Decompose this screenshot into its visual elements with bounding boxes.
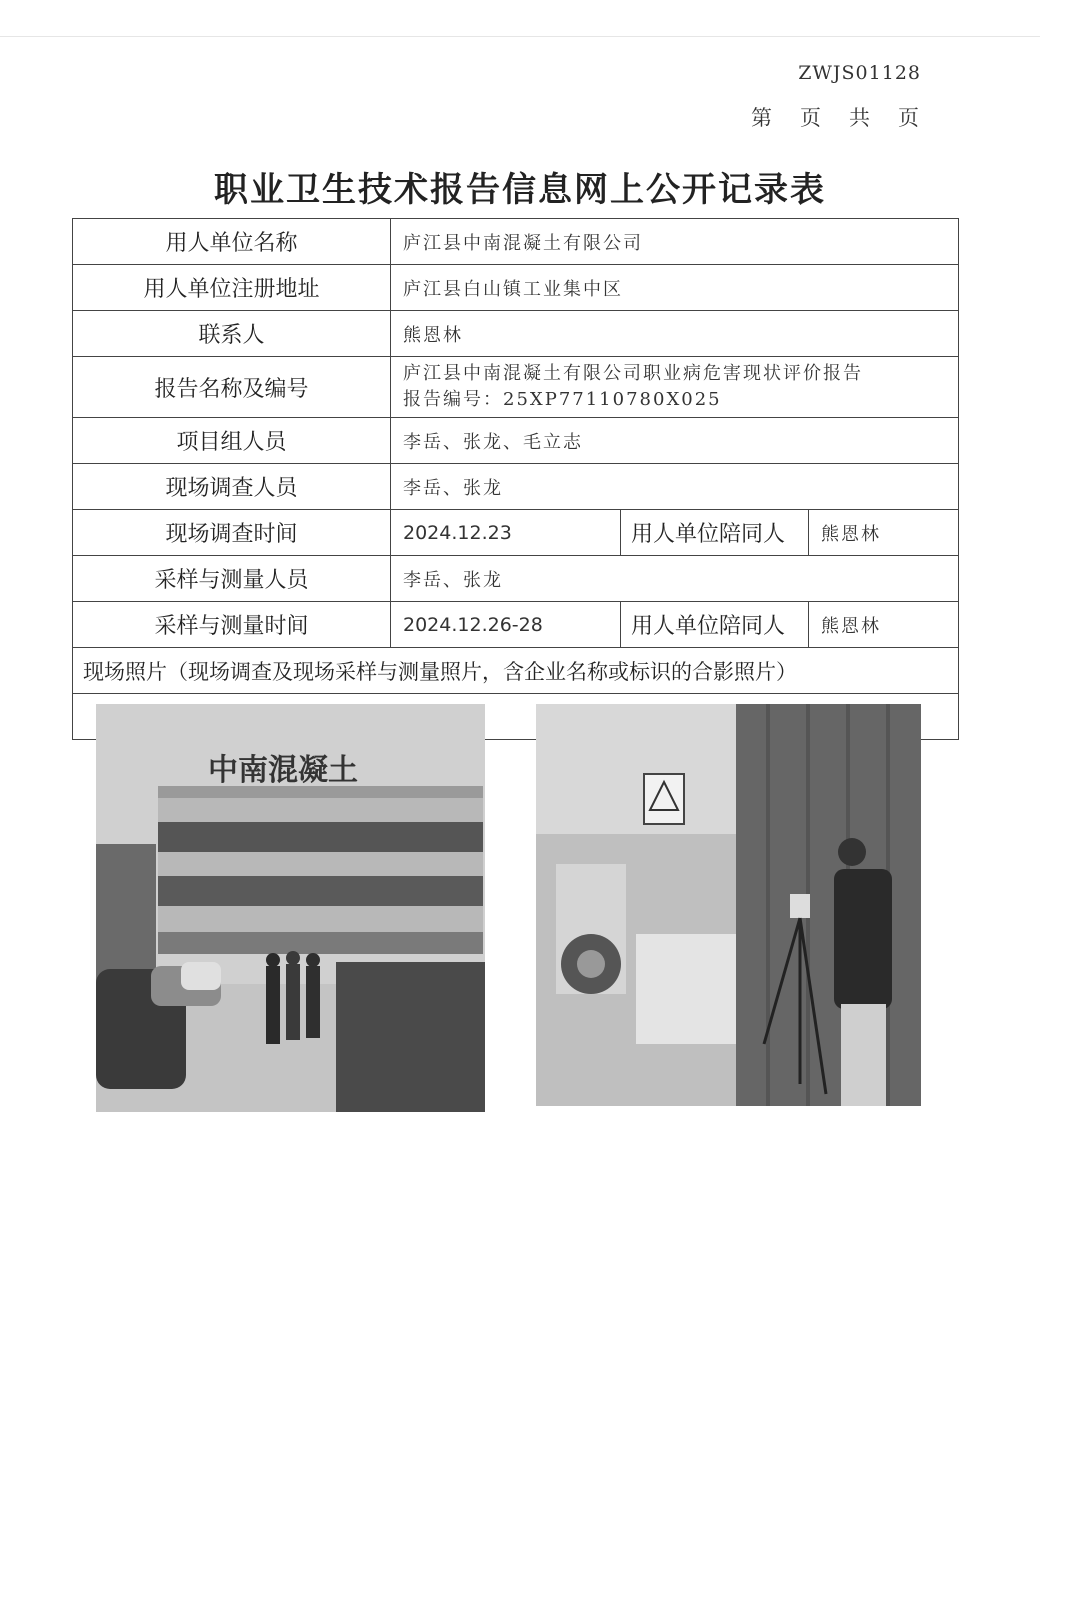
sampling-escort-value: 熊恩林 xyxy=(809,602,959,648)
report-number: 报告编号：25XP77110780X025 xyxy=(403,389,722,410)
page-label-3: 共 xyxy=(849,106,872,130)
row-survey-time xyxy=(73,510,959,556)
photo-measurement-illustration xyxy=(536,704,921,1106)
survey-time-label: 现场调查时间 xyxy=(73,510,391,556)
sampling-escort-label: 用人单位陪同人 xyxy=(621,602,809,648)
report-value xyxy=(391,357,959,418)
survey-escort-label: 用人单位陪同人 xyxy=(621,510,809,556)
row-photos-caption xyxy=(73,648,959,694)
row-team xyxy=(73,418,959,464)
sampling-staff-value: 李岳、张龙 xyxy=(391,556,959,602)
photo-building-illustration xyxy=(96,704,485,1112)
page-label-1: 第 xyxy=(751,106,774,130)
photos-caption: 现场照片（现场调查及现场采样与测量照片，含企业名称或标识的合影照片） xyxy=(73,648,959,694)
team-label: 项目组人员 xyxy=(73,418,391,464)
address-label: 用人单位注册地址 xyxy=(73,265,391,311)
row-address xyxy=(73,265,959,311)
top-divider xyxy=(0,36,1040,37)
record-form-table xyxy=(72,218,959,740)
row-contact xyxy=(73,311,959,357)
page-label-4: 页 xyxy=(898,106,921,130)
photo-onsite-measurement xyxy=(536,704,921,1106)
sampling-time-value: 2024.12.26-28 xyxy=(391,602,621,648)
building-signage-text: 中南混凝土 xyxy=(208,753,358,788)
survey-staff-value: 李岳、张龙 xyxy=(391,464,959,510)
report-label: 报告名称及编号 xyxy=(73,357,391,418)
contact-label: 联系人 xyxy=(73,311,391,357)
contact-value: 熊恩林 xyxy=(391,311,959,357)
row-sampling-time xyxy=(73,602,959,648)
page-number-info xyxy=(725,102,921,132)
sampling-time-label: 采样与测量时间 xyxy=(73,602,391,648)
survey-staff-label: 现场调查人员 xyxy=(73,464,391,510)
row-employer-name xyxy=(73,219,959,265)
row-report xyxy=(73,357,959,418)
photo-building-group xyxy=(96,704,485,1112)
employer-name-value: 庐江县中南混凝土有限公司 xyxy=(391,219,959,265)
document-title: 职业卫生技术报告信息网上公开记录表 xyxy=(214,170,826,210)
row-sampling-staff xyxy=(73,556,959,602)
survey-time-value: 2024.12.23 xyxy=(391,510,621,556)
row-survey-staff xyxy=(73,464,959,510)
team-value: 李岳、张龙、毛立志 xyxy=(391,418,959,464)
document-code: ZWJS01128 xyxy=(798,62,921,84)
survey-escort-value: 熊恩林 xyxy=(809,510,959,556)
page-label-2: 页 xyxy=(800,106,823,130)
address-value: 庐江县白山镇工业集中区 xyxy=(391,265,959,311)
sampling-staff-label: 采样与测量人员 xyxy=(73,556,391,602)
report-name: 庐江县中南混凝土有限公司职业病危害现状评价报告 xyxy=(403,363,863,384)
employer-name-label: 用人单位名称 xyxy=(73,219,391,265)
